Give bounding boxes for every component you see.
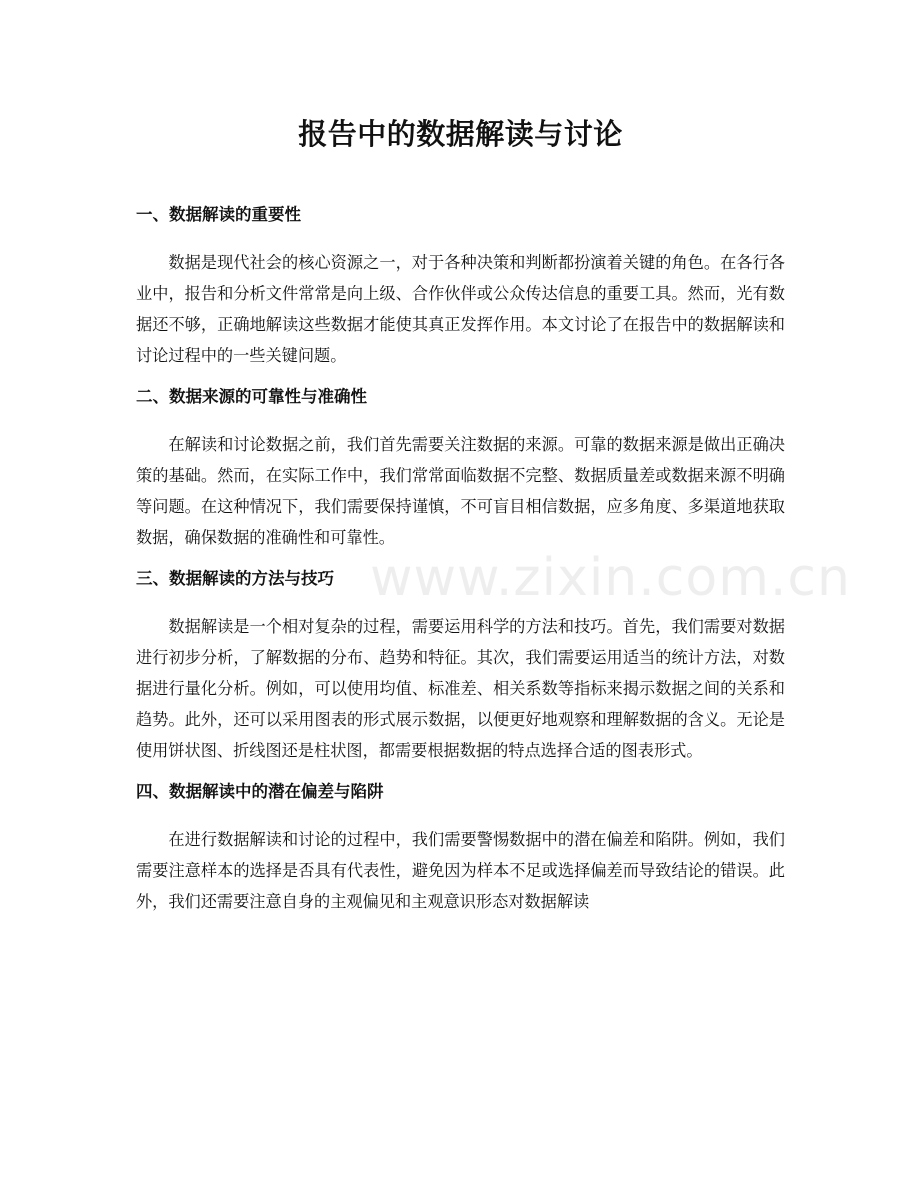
section-heading: 一、数据解读的重要性 xyxy=(136,205,301,224)
section-methods xyxy=(136,566,785,766)
section-paragraph: 数据是现代社会的核心资源之一，对于各种决策和判断都扮演着关键的角色。在各行各业中，报告和分析文件常常是向上级、合作伙伴或公众传达信息的重要工具。然而，光有数据还不够，正确地解读这些数据才能使其真正发挥作用。本文讨论了在报告中的数据解读和讨论过程中的一些关键问题。 xyxy=(136,253,785,365)
section-data-source xyxy=(136,384,785,553)
section-paragraph: 在解读和讨论数据之前，我们首先需要关注数据的来源。可靠的数据来源是做出正确决策的基础。然而，在实际工作中，我们常常面临数据不完整、数据质量差或数据来源不明确等问题。在这种情况下，我们需要保持谨慎，不可盲目相信数据，应多角度、多渠道地获取数据，确保数据的准确性和可靠性。 xyxy=(136,435,785,547)
watermark: www.zixin.com.cn xyxy=(370,548,851,608)
section-heading: 二、数据来源的可靠性与准确性 xyxy=(136,387,367,406)
section-heading: 三、数据解读的方法与技巧 xyxy=(136,569,334,588)
section-importance xyxy=(136,202,785,371)
section-bias xyxy=(136,779,785,917)
section-paragraph: 在进行数据解读和讨论的过程中，我们需要警惕数据中的潜在偏差和陷阱。例如，我们需要注意样本的选择是否具有代表性，避免因为样本不足或选择偏差而导致结论的错误。此外，我们还需要注意自身的主观偏见和主观意识形态对数据解读 xyxy=(136,830,785,911)
section-heading: 四、数据解读中的潜在偏差与陷阱 xyxy=(136,782,384,801)
document-title: 报告中的数据解读与讨论 xyxy=(298,117,623,151)
section-paragraph: 数据解读是一个相对复杂的过程，需要运用科学的方法和技巧。首先，我们需要对数据进行初步分析，了解数据的分布、趋势和特征。其次，我们需要运用适当的统计方法，对数据进行量化分析。例如，可以使用均值、标准差、相关系数等指标来揭示数据之间的关系和趋势。此外，还可以采用图表的形式展示数据，以便更好地观察和理解数据的含义。无论是使用饼状图、折线图还是柱状图，都需要根据数据的特点选择合适的图表形式。 xyxy=(136,617,785,760)
